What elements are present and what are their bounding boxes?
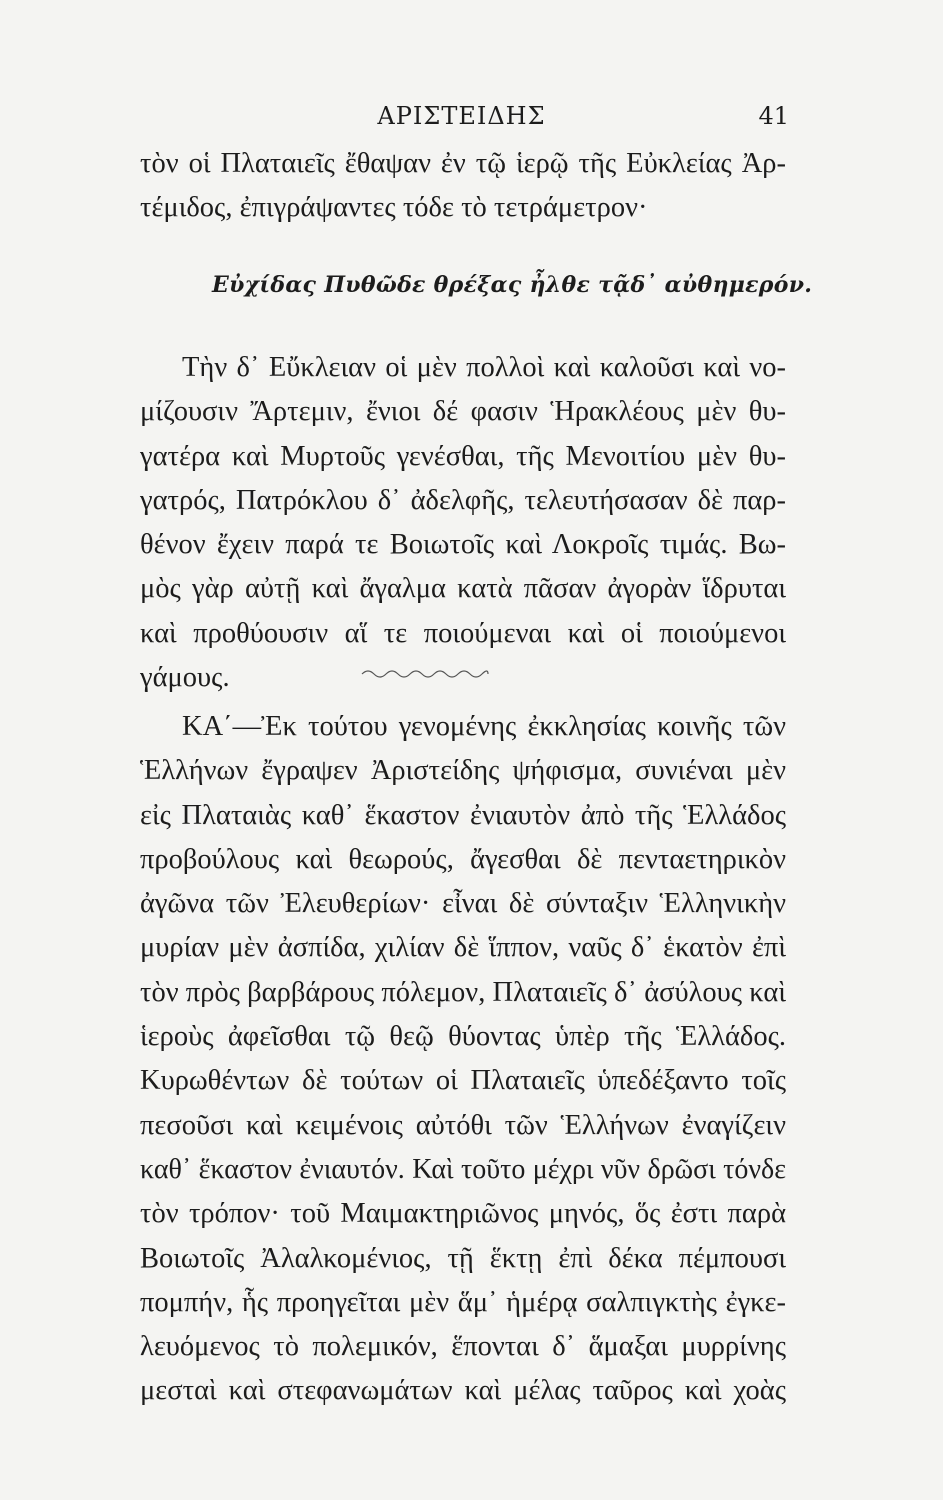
text-line: λευόμενος τὸ πολεμικόν, ἕπονται δ᾽ ἅμαξαι μυρρίνης <box>140 1331 786 1363</box>
text-line: πομπήν, ἧς προηγεῖται μὲν ἅμ᾽ ἡμέρᾳ σαλπιγκτὴς ἐγκε- <box>140 1286 786 1318</box>
text-line: ἀγῶνα τῶν Ἐλευθερίων· εἶναι δὲ σύνταξιν Ἑλληνικὴν <box>140 888 786 920</box>
text-line: Κυρωθέντων δὲ τούτων οἱ Πλαταιεῖς ὑπεδέξαντο τοῖς <box>140 1065 786 1097</box>
text-line: γατέρα καὶ Μυρτοῦς γενέσθαι, τῆς Μενοιτίου μὲν θυ- <box>140 440 786 472</box>
text-line: τὸν πρὸς βαρβάρους πόλεμον, Πλαταιεῖς δ᾽ ἀσύλους καὶ <box>140 976 786 1008</box>
page-header <box>140 102 789 134</box>
text-line: καθ᾽ ἕκαστον ἐνιαυτόν. Καὶ τοῦτο μέχρι νῦν δρῶσι τόνδε <box>140 1153 786 1185</box>
text-line: τέμιδος, ἐπιγράψαντες τόδε τὸ τετράμετρον· <box>140 192 648 224</box>
page-number: 41 <box>758 102 789 130</box>
text-line: τὸν τρόπον· τοῦ Μαιμακτηριῶνος μηνός, ὅς ἐστι παρὰ <box>140 1198 786 1230</box>
text-line: μίζουσιν Ἄρτεμιν, ἔνιοι δέ φασιν Ἡρακλέους μὲν θυ- <box>140 396 786 428</box>
section-divider-ornament <box>360 666 490 682</box>
text-line: μυρίαν μὲν ἀσπίδα, χιλίαν δὲ ἵππον, ναῦς δ᾽ ἑκατὸν ἐπὶ <box>140 932 786 964</box>
text-line: πεσοῦσι καὶ κειμένοις αὐτόθι τῶν Ἑλλήνων ἐναγίζειν <box>140 1109 786 1141</box>
text-line: καὶ προθύουσιν αἵ τε ποιούμεναι καὶ οἱ ποιούμενοι <box>140 617 786 649</box>
text-line: εἰς Πλαταιὰς καθ᾽ ἕκαστον ἐνιαυτὸν ἀπὸ τῆς Ἑλλάδος <box>140 799 786 831</box>
text-line: Ἑλλήνων ἔγραψεν Ἀριστείδης ψήφισμα, συνιέναι μὲν <box>140 755 786 787</box>
opening-lines <box>140 142 786 231</box>
text-line: γατρός, Πατρόκλου δ᾽ ἀδελφῆς, τελευτήσασαν δὲ παρ- <box>140 484 786 516</box>
text-line: Τὴν δ᾽ Εὔκλειαν οἱ μὲν πολλοὶ καὶ καλοῦσι καὶ νο- <box>182 352 786 383</box>
text-line: θένον ἔχειν παρά τε Βοιωτοῖς καὶ Λοκροῖς τιμάς. Βω- <box>140 529 786 561</box>
text-line: Βοιωτοῖς Ἀλαλκομένιος, τῇ ἕκτῃ ἐπὶ δέκα πέμπουσι <box>140 1242 786 1274</box>
text-line: μεσταὶ καὶ στεφανωμάτων καὶ μέλας ταῦρος καὶ χοὰς <box>140 1375 786 1407</box>
text-line: ἱεροὺς ἀφεῖσθαι τῷ θεῷ θύοντας ὑπὲρ τῆς Ἑλλάδος. <box>140 1021 786 1053</box>
text-line: ΚΑ΄—Ἐκ τούτου γενομένης ἐκκλησίας κοινῆς τῶν <box>182 711 786 742</box>
text-line: γάμους. <box>140 662 230 694</box>
text-line: προβούλους καὶ θεωρούς, ἄγεσθαι δὲ πενταετηρικὸν <box>140 843 786 875</box>
paragraph-2 <box>140 705 786 1414</box>
text-line: τὸν οἱ Πλαταιεῖς ἔθαψαν ἐν τῷ ἱερῷ τῆς Εὐκλείας Ἀρ- <box>140 148 786 179</box>
text-line: μὸς γὰρ αὐτῇ καὶ ἄγαλμα κατὰ πᾶσαν ἀγορὰν ἵδρυται <box>140 573 786 605</box>
running-title: ΑΡΙΣΤΕΙΔΗΣ <box>377 102 546 130</box>
paragraph-1 <box>140 346 786 700</box>
epigram: Εὐχίδας Πυθῶδε θρέξας ἦλθε τᾷδ᾽ αὐθημερόν. <box>212 272 813 298</box>
